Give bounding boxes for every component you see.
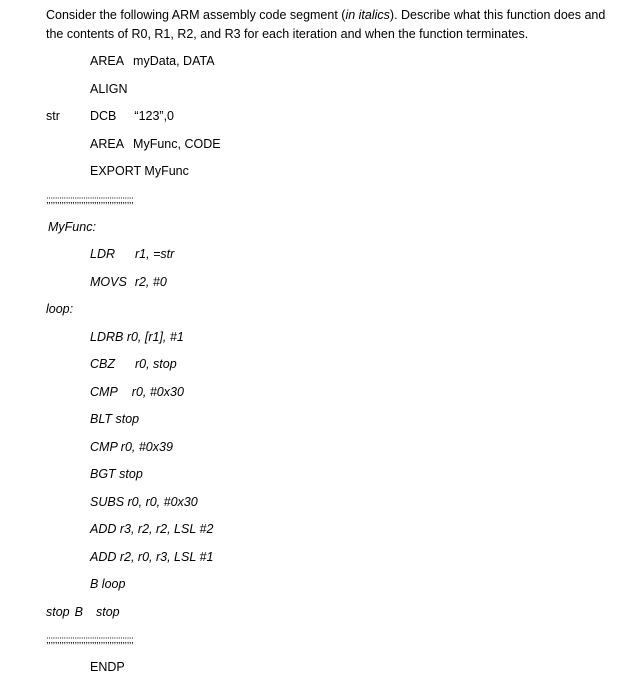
movs-args: r2, #0 xyxy=(134,275,167,289)
code-line-ldr xyxy=(90,246,174,262)
code-line-add-r3: ADD r3, r2, r2, LSL #2 xyxy=(90,522,214,536)
code-line-add-r2: ADD r2, r0, r3, LSL #1 xyxy=(90,550,214,564)
ldr-op: LDR xyxy=(90,247,116,261)
cbz-args: r0, stop xyxy=(135,357,177,371)
area-code-line xyxy=(90,136,221,152)
code-line-subs: SUBS r0, r0, #0x30 xyxy=(90,495,198,509)
area-code-args: MyFunc, CODE xyxy=(133,137,221,151)
question-italic-note: in italics xyxy=(345,8,390,22)
loop-label: loop: xyxy=(46,302,74,316)
code-line-cmp-30 xyxy=(90,384,184,400)
code-line-blt: BLT stop xyxy=(90,412,140,426)
dcb-line xyxy=(90,108,174,124)
dcb-args: “123”,0 xyxy=(134,109,175,123)
code-line-ldrb: LDRB r0, [r1], #1 xyxy=(90,330,184,344)
separator-bottom: ;;;;;;;;;;;;;;;;;;;;;;;;;;;;;;;;;;;;;;;; xyxy=(46,635,134,646)
dcb-op: DCB xyxy=(90,109,117,123)
movs-op: MOVS xyxy=(90,275,127,289)
stop-target: stop xyxy=(95,605,120,619)
area-data-op: AREA xyxy=(90,54,125,68)
str-label: str xyxy=(46,109,60,123)
cmp-args: r0, #0x30 xyxy=(131,385,184,399)
stop-op: B xyxy=(74,605,83,619)
endp-line: ENDP xyxy=(90,660,125,674)
code-line-cbz xyxy=(90,356,177,372)
separator-top: ;;;;;;;;;;;;;;;;;;;;;;;;;;;;;;;;;;;;;;;; xyxy=(46,195,134,206)
code-line-cmp-39: CMP r0, #0x39 xyxy=(90,440,173,454)
question-part2: ). Describe what this function does and the contents of R0, R1, R2, and R3 for each iteration and when the function terminates. xyxy=(46,8,606,41)
code-line-bgt: BGT stop xyxy=(90,467,143,481)
question-part1: Consider the following ARM assembly code segment ( xyxy=(46,8,346,22)
stop-label: stop xyxy=(46,605,70,619)
ldr-args: r1, =str xyxy=(135,247,175,261)
myfunc-label: MyFunc: xyxy=(48,220,96,234)
area-data-args: myData, DATA xyxy=(133,54,215,68)
cbz-op: CBZ xyxy=(90,357,115,371)
align-line: ALIGN xyxy=(90,82,128,96)
area-data-line xyxy=(90,53,215,69)
export-line: EXPORT MyFunc xyxy=(90,164,189,178)
area-code-op: AREA xyxy=(90,137,125,151)
code-line-b-loop: B loop xyxy=(90,577,126,591)
question-text xyxy=(46,6,626,44)
stop-line xyxy=(46,604,120,620)
cmp-op: CMP xyxy=(90,385,118,399)
code-line-movs xyxy=(90,274,167,290)
